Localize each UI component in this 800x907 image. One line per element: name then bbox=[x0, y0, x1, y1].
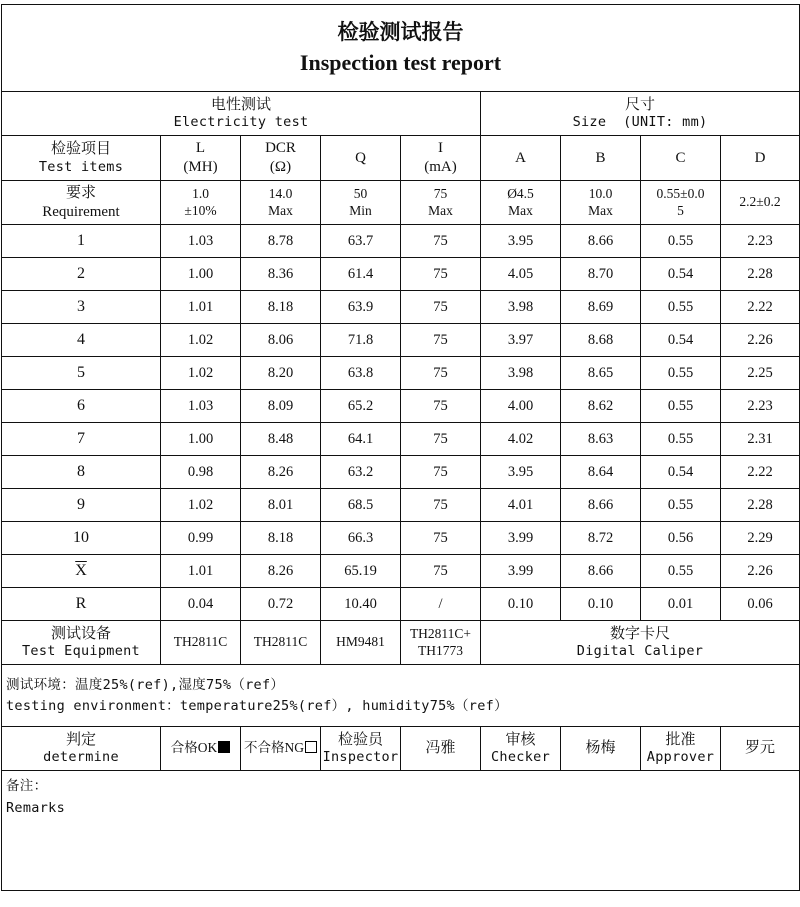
cell-DCR: 8.20 bbox=[241, 357, 321, 390]
header-I-symbol: I bbox=[438, 140, 443, 157]
cell-B: 8.68 bbox=[561, 324, 641, 357]
cell-D: 2.23 bbox=[721, 225, 800, 258]
cell-C: 0.55 bbox=[641, 390, 721, 423]
cell-L: 0.98 bbox=[161, 456, 241, 489]
equipment-I-line2: TH1773 bbox=[418, 642, 463, 658]
measurement-rows bbox=[2, 225, 800, 621]
req-DCR bbox=[241, 181, 321, 225]
cell-DCR: 8.78 bbox=[241, 225, 321, 258]
row-label: 7 bbox=[2, 423, 161, 456]
cell-C: 0.55 bbox=[641, 291, 721, 324]
cell-DCR: 8.26 bbox=[241, 456, 321, 489]
inspector-zh: 检验员 bbox=[337, 731, 383, 748]
cell-A: 3.98 bbox=[481, 291, 561, 324]
cell-A: 4.00 bbox=[481, 390, 561, 423]
cell-D: 2.28 bbox=[721, 258, 800, 291]
test-items-en: Test items bbox=[38, 158, 124, 175]
ok-label: 合格OK bbox=[170, 740, 218, 756]
title-row bbox=[2, 5, 800, 92]
cell-Q: 66.3 bbox=[321, 522, 401, 555]
cell-B: 0.10 bbox=[561, 588, 641, 621]
row-label: R bbox=[2, 588, 161, 621]
header-C: C bbox=[641, 136, 721, 181]
requirement-en: Requirement bbox=[42, 203, 120, 220]
row-label: 10 bbox=[2, 522, 161, 555]
cell-I: 75 bbox=[401, 390, 481, 423]
column-header-row bbox=[2, 136, 800, 181]
group-header-row bbox=[2, 92, 800, 136]
measurement-row bbox=[2, 423, 800, 456]
cell-Q: 64.1 bbox=[321, 423, 401, 456]
cell-C: 0.54 bbox=[641, 324, 721, 357]
row-label: $\overline{X}$ bbox=[2, 555, 161, 588]
cell-L: 0.04 bbox=[161, 588, 241, 621]
cell-D: 2.23 bbox=[721, 390, 800, 423]
header-Q: Q bbox=[321, 136, 401, 181]
header-I bbox=[401, 136, 481, 181]
req-Q-tol: Min bbox=[349, 202, 372, 218]
requirement-label bbox=[2, 181, 161, 225]
equipment-Q: HM9481 bbox=[321, 621, 401, 665]
cell-Q: 65.19 bbox=[321, 555, 401, 588]
checker-zh: 审核 bbox=[505, 731, 536, 748]
cell-L: 1.03 bbox=[161, 390, 241, 423]
measurement-row bbox=[2, 588, 800, 621]
report-title bbox=[2, 5, 800, 92]
row-label: 9 bbox=[2, 489, 161, 522]
cell-DCR: 8.06 bbox=[241, 324, 321, 357]
size-en: Size (UNIT: mm) bbox=[572, 114, 708, 131]
cell-I: 75 bbox=[401, 225, 481, 258]
cell-A: 3.99 bbox=[481, 522, 561, 555]
cell-Q: 63.8 bbox=[321, 357, 401, 390]
checker-label bbox=[481, 727, 561, 771]
equipment-I bbox=[401, 621, 481, 665]
cell-A: 4.01 bbox=[481, 489, 561, 522]
size-zh: 尺寸 bbox=[625, 96, 656, 113]
inspector-en: Inspector bbox=[322, 749, 399, 766]
req-B-value: 10.0 bbox=[588, 185, 613, 201]
cell-L: 1.00 bbox=[161, 423, 241, 456]
cell-D: 2.29 bbox=[721, 522, 800, 555]
cell-DCR: 8.01 bbox=[241, 489, 321, 522]
equipment-label bbox=[2, 621, 161, 665]
measurement-row bbox=[2, 555, 800, 588]
measurement-row bbox=[2, 357, 800, 390]
req-I-value: 75 bbox=[433, 185, 448, 201]
checker-name: 杨梅 bbox=[561, 727, 641, 771]
ng-checkbox-cell[interactable] bbox=[241, 727, 321, 771]
cell-C: 0.01 bbox=[641, 588, 721, 621]
cell-L: 1.02 bbox=[161, 357, 241, 390]
equipment-row bbox=[2, 621, 800, 665]
row-label: 3 bbox=[2, 291, 161, 324]
checked-box-icon[interactable] bbox=[218, 741, 230, 753]
cell-Q: 68.5 bbox=[321, 489, 401, 522]
approver-en: Approver bbox=[646, 749, 715, 766]
cell-A: 3.95 bbox=[481, 456, 561, 489]
approver-label bbox=[641, 727, 721, 771]
determine-row bbox=[2, 727, 800, 771]
cell-L: 1.00 bbox=[161, 258, 241, 291]
size-header bbox=[481, 92, 800, 136]
cell-DCR: 8.26 bbox=[241, 555, 321, 588]
measurement-row bbox=[2, 456, 800, 489]
row-label: 5 bbox=[2, 357, 161, 390]
equipment-size-zh: 数字卡尺 bbox=[610, 625, 671, 642]
measurement-row bbox=[2, 291, 800, 324]
unchecked-box-icon[interactable] bbox=[305, 741, 317, 753]
environment-cell bbox=[2, 665, 800, 727]
remarks-en: Remarks bbox=[6, 800, 65, 816]
cell-I: 75 bbox=[401, 291, 481, 324]
cell-L: 1.01 bbox=[161, 291, 241, 324]
requirement-zh: 要求 bbox=[65, 184, 96, 201]
determine-label bbox=[2, 727, 161, 771]
cell-B: 8.69 bbox=[561, 291, 641, 324]
cell-A: 0.10 bbox=[481, 588, 561, 621]
header-DCR-symbol: DCR bbox=[265, 140, 296, 157]
cell-DCR: 8.18 bbox=[241, 522, 321, 555]
test-items-header bbox=[2, 136, 161, 181]
cell-Q: 61.4 bbox=[321, 258, 401, 291]
req-A-tol: Max bbox=[508, 202, 533, 218]
cell-L: 1.02 bbox=[161, 489, 241, 522]
cell-I: 75 bbox=[401, 357, 481, 390]
approver-zh: 批准 bbox=[665, 731, 696, 748]
checker-en: Checker bbox=[491, 749, 550, 766]
cell-DCR: 8.48 bbox=[241, 423, 321, 456]
cell-A: 3.99 bbox=[481, 555, 561, 588]
cell-Q: 10.40 bbox=[321, 588, 401, 621]
req-C bbox=[641, 181, 721, 225]
req-L-value: 1.0 bbox=[192, 185, 209, 201]
cell-B: 8.66 bbox=[561, 489, 641, 522]
equipment-size bbox=[481, 621, 800, 665]
requirement-row bbox=[2, 181, 800, 225]
environment-zh: 测试环境：温度25%(ref),湿度75%（ref） bbox=[6, 676, 285, 693]
cell-I: 75 bbox=[401, 522, 481, 555]
row-label: 2 bbox=[2, 258, 161, 291]
cell-C: 0.55 bbox=[641, 423, 721, 456]
cell-B: 8.66 bbox=[561, 555, 641, 588]
req-B bbox=[561, 181, 641, 225]
cell-DCR: 8.18 bbox=[241, 291, 321, 324]
cell-L: 1.02 bbox=[161, 324, 241, 357]
equipment-L: TH2811C bbox=[161, 621, 241, 665]
cell-A: 3.97 bbox=[481, 324, 561, 357]
req-I-tol: Max bbox=[428, 202, 453, 218]
test-items-zh: 检验项目 bbox=[50, 141, 111, 158]
header-I-unit: (mA) bbox=[424, 159, 457, 175]
cell-I: 75 bbox=[401, 489, 481, 522]
cell-C: 0.54 bbox=[641, 258, 721, 291]
cell-B: 8.66 bbox=[561, 225, 641, 258]
cell-B: 8.72 bbox=[561, 522, 641, 555]
row-label: 8 bbox=[2, 456, 161, 489]
row-label: 4 bbox=[2, 324, 161, 357]
ok-checkbox-cell[interactable] bbox=[161, 727, 241, 771]
equipment-zh: 测试设备 bbox=[50, 625, 111, 642]
req-B-tol: Max bbox=[588, 202, 613, 218]
header-DCR-unit: (Ω) bbox=[269, 159, 292, 175]
cell-D: 0.06 bbox=[721, 588, 800, 621]
inspector-name: 冯雅 bbox=[401, 727, 481, 771]
header-B: B bbox=[561, 136, 641, 181]
cell-C: 0.55 bbox=[641, 489, 721, 522]
inspection-report-table bbox=[1, 4, 800, 891]
equipment-DCR: TH2811C bbox=[241, 621, 321, 665]
header-D: D bbox=[721, 136, 800, 181]
determine-zh: 判定 bbox=[65, 731, 96, 748]
header-L-unit: (MH) bbox=[183, 159, 218, 175]
req-L bbox=[161, 181, 241, 225]
req-D: 2.2±0.2 bbox=[721, 181, 800, 225]
req-L-tol: ±10% bbox=[184, 202, 217, 218]
cell-B: 8.63 bbox=[561, 423, 641, 456]
determine-en: determine bbox=[43, 749, 119, 766]
cell-L: 1.01 bbox=[161, 555, 241, 588]
cell-L: 1.03 bbox=[161, 225, 241, 258]
equipment-I-line1: TH2811C+ bbox=[409, 625, 472, 641]
req-DCR-value: 14.0 bbox=[268, 185, 293, 201]
equipment-en: Test Equipment bbox=[22, 643, 140, 660]
req-Q bbox=[321, 181, 401, 225]
measurement-row bbox=[2, 522, 800, 555]
req-Q-value: 50 bbox=[353, 185, 368, 201]
cell-D: 2.25 bbox=[721, 357, 800, 390]
cell-D: 2.22 bbox=[721, 456, 800, 489]
cell-D: 2.26 bbox=[721, 555, 800, 588]
cell-D: 2.28 bbox=[721, 489, 800, 522]
equipment-size-en: Digital Caliper bbox=[576, 643, 704, 660]
remarks-cell[interactable] bbox=[2, 771, 800, 891]
cell-I: 75 bbox=[401, 423, 481, 456]
title-en: Inspection test report bbox=[299, 50, 502, 76]
remarks-zh: 备注： bbox=[6, 778, 48, 794]
cell-DCR: 8.36 bbox=[241, 258, 321, 291]
header-L bbox=[161, 136, 241, 181]
electric-zh: 电性测试 bbox=[210, 96, 271, 113]
cell-D: 2.31 bbox=[721, 423, 800, 456]
cell-D: 2.22 bbox=[721, 291, 800, 324]
remarks-row bbox=[2, 771, 800, 891]
cell-I: 75 bbox=[401, 324, 481, 357]
environment-row bbox=[2, 665, 800, 727]
cell-B: 8.70 bbox=[561, 258, 641, 291]
cell-A: 3.98 bbox=[481, 357, 561, 390]
cell-C: 0.55 bbox=[641, 555, 721, 588]
row-label: 6 bbox=[2, 390, 161, 423]
cell-C: 0.56 bbox=[641, 522, 721, 555]
req-DCR-tol: Max bbox=[268, 202, 293, 218]
inspector-label bbox=[321, 727, 401, 771]
cell-B: 8.62 bbox=[561, 390, 641, 423]
req-A-value: Ø4.5 bbox=[507, 185, 534, 201]
cell-I: / bbox=[401, 588, 481, 621]
cell-A: 4.02 bbox=[481, 423, 561, 456]
cell-Q: 63.7 bbox=[321, 225, 401, 258]
cell-A: 3.95 bbox=[481, 225, 561, 258]
req-A bbox=[481, 181, 561, 225]
approver-name: 罗元 bbox=[721, 727, 800, 771]
header-DCR bbox=[241, 136, 321, 181]
measurement-row bbox=[2, 390, 800, 423]
cell-I: 75 bbox=[401, 555, 481, 588]
cell-Q: 63.9 bbox=[321, 291, 401, 324]
cell-C: 0.54 bbox=[641, 456, 721, 489]
cell-DCR: 8.09 bbox=[241, 390, 321, 423]
cell-B: 8.64 bbox=[561, 456, 641, 489]
cell-I: 75 bbox=[401, 456, 481, 489]
cell-Q: 71.8 bbox=[321, 324, 401, 357]
electricity-test-header bbox=[2, 92, 481, 136]
title-zh: 检验测试报告 bbox=[337, 20, 464, 45]
measurement-row bbox=[2, 225, 800, 258]
cell-C: 0.55 bbox=[641, 357, 721, 390]
cell-DCR: 0.72 bbox=[241, 588, 321, 621]
req-C-value: 0.55±0.0 bbox=[656, 185, 705, 201]
electric-en: Electricity test bbox=[173, 114, 309, 131]
ng-label: 不合格NG bbox=[244, 740, 304, 756]
environment-en: testing environment：temperature25%(ref）, humidity75%（ref） bbox=[6, 697, 508, 714]
measurement-row bbox=[2, 489, 800, 522]
cell-L: 0.99 bbox=[161, 522, 241, 555]
cell-D: 2.26 bbox=[721, 324, 800, 357]
cell-C: 0.55 bbox=[641, 225, 721, 258]
cell-Q: 65.2 bbox=[321, 390, 401, 423]
req-I bbox=[401, 181, 481, 225]
cell-Q: 63.2 bbox=[321, 456, 401, 489]
header-L-symbol: L bbox=[195, 140, 206, 157]
cell-A: 4.05 bbox=[481, 258, 561, 291]
measurement-row bbox=[2, 324, 800, 357]
cell-B: 8.65 bbox=[561, 357, 641, 390]
measurement-row bbox=[2, 258, 800, 291]
cell-I: 75 bbox=[401, 258, 481, 291]
row-label: 1 bbox=[2, 225, 161, 258]
header-A: A bbox=[481, 136, 561, 181]
req-C-tol: 5 bbox=[677, 202, 684, 218]
